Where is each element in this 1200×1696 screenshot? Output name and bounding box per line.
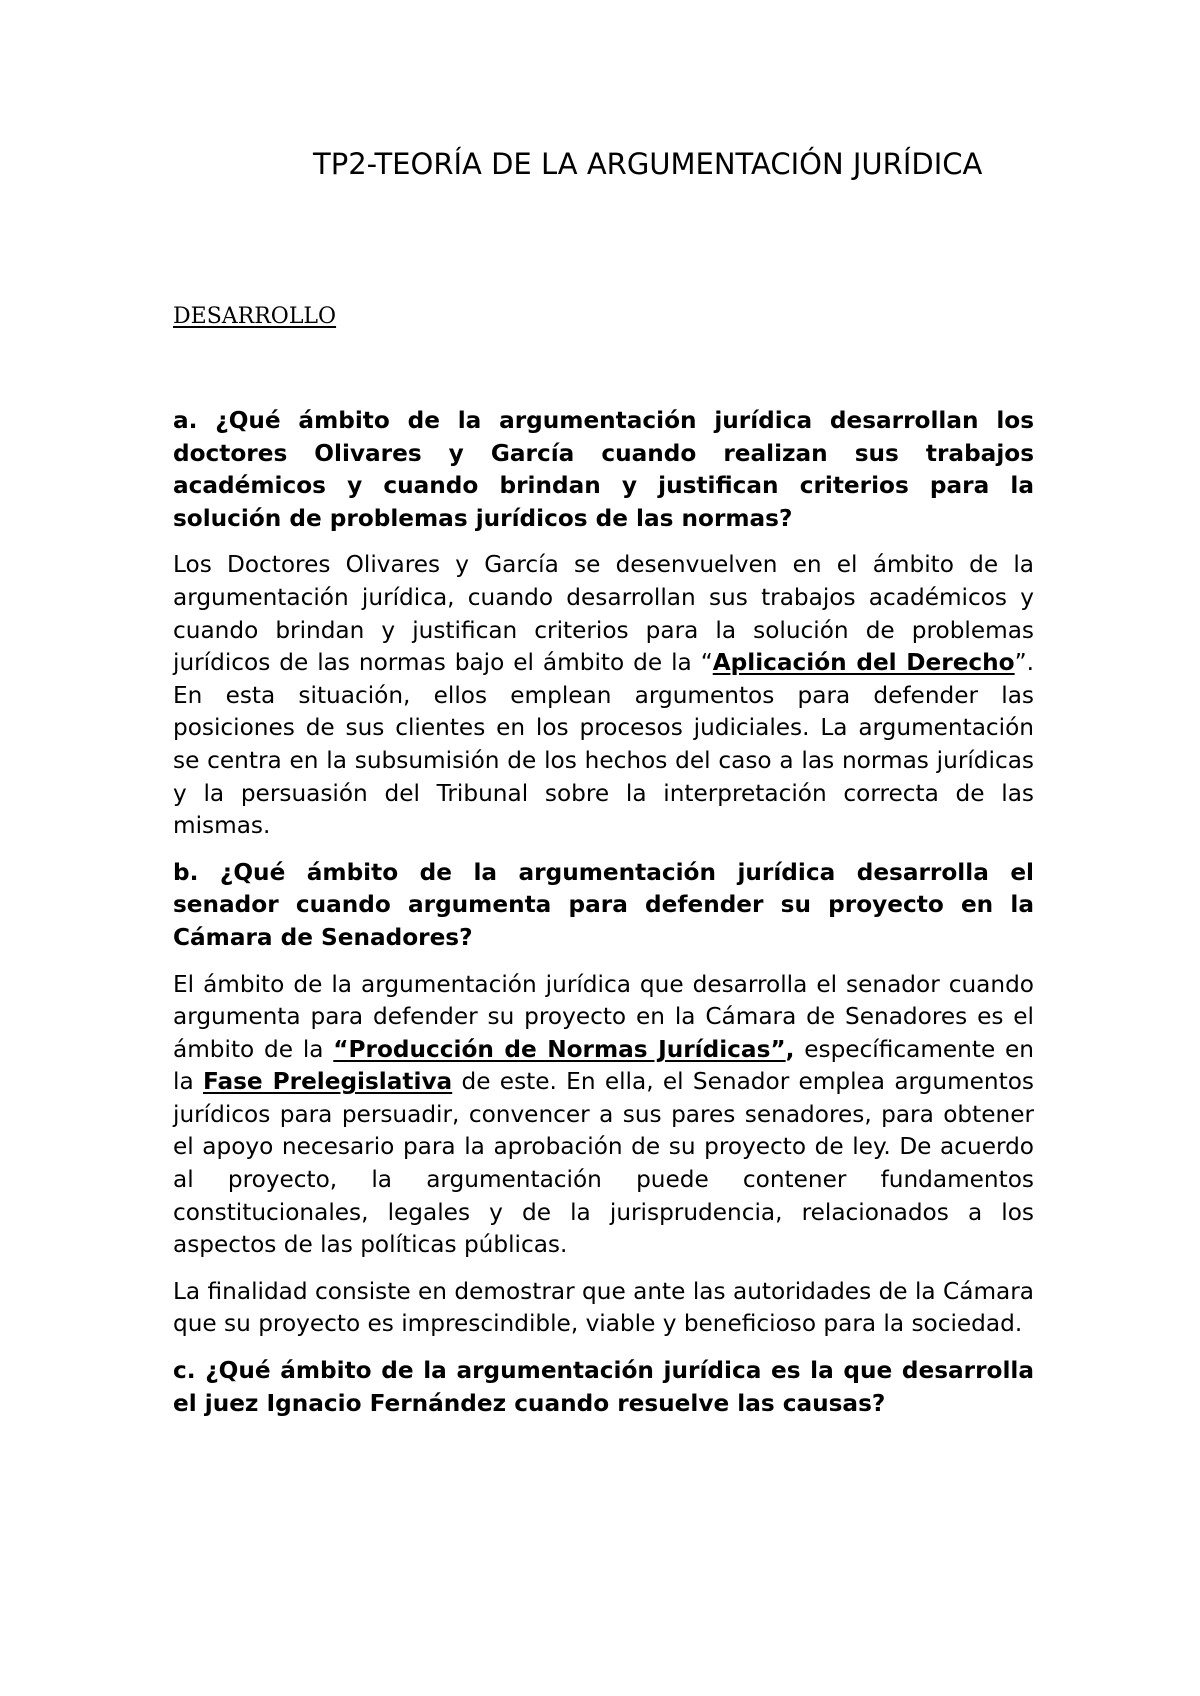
answer-b-emphasis-1: “Producción de Normas Jurídicas” xyxy=(333,1035,786,1063)
answer-b-text-3: de este. En ella, el Senador emplea argumentos jurídicos para persuadir, convencer a sus pares senadores, para obtener el apoyo necesario para la aprobación de su proyecto de ley. De acuerdo al proyecto, la argumentación puede contener fundamentos constitucionales, legales y de la jurisprudencia, relacionados a los aspectos de las políticas públicas. xyxy=(173,1068,1034,1259)
answer-a-emphasis: Aplicación del Derecho xyxy=(712,649,1015,677)
question-b: b. ¿Qué ámbito de la argumentación jurídica desarrolla el senador cuando argumenta para defender su proyecto en la Cámara de Senadores? xyxy=(173,858,1034,951)
answer-b-paragraph xyxy=(173,969,1034,1262)
answer-b-paragraph-2: La finalidad consiste en demostrar que ante las autoridades de la Cámara que su proyecto es imprescindible, viable y beneficioso para la sociedad. xyxy=(173,1277,1034,1338)
answer-a-quote-close: ” xyxy=(1014,649,1027,677)
answer-a-text-1: Los Doctores Olivares y García se desenvuelven en el ámbito de la argumentación jurídica, cuando desarrollan sus trabajos académicos y cuando brindan y justifican criterios para la solución de problemas jurídicos de las normas bajo el ámbito de la xyxy=(173,551,1034,677)
answer-b-text-2: específicamente en la xyxy=(173,1035,1034,1096)
answer-a-quote-open: “ xyxy=(700,649,713,677)
question-a: a. ¿Qué ámbito de la argumentación jurídica desarrollan los doctores Olivares y García cuando realizan sus trabajos académicos y cuando brindan y justifican criterios para la solución de problemas jurídicos de las normas? xyxy=(173,407,1034,532)
document-title: TP2-TEORÍA DE LA ARGUMENTACIÓN JURÍDICA xyxy=(313,147,983,181)
answer-b-emphasis-2: Fase Prelegislativa xyxy=(202,1068,453,1096)
answer-b-comma: , xyxy=(785,1035,795,1063)
answer-a-text-2: . En esta situación, ellos emplean argumentos para defender las posiciones de sus clientes en los procesos judiciales. La argumentación se centra en la subsumisión de los hechos del caso a las normas jurídicas y la persuasión del Tribunal sobre la interpretación correcta de las mismas. xyxy=(173,649,1034,840)
question-c: c. ¿Qué ámbito de la argumentación jurídica es la que desarrolla el juez Ignacio Fernández cuando resuelve las causas? xyxy=(173,1357,1034,1417)
document-body xyxy=(173,405,1034,1420)
answer-a-paragraph xyxy=(173,549,1034,842)
answer-b-text-1: El ámbito de la argumentación jurídica que desarrolla el senador cuando argumenta para defender su proyecto en la Cámara de Senadores es el ámbito de la xyxy=(173,970,1034,1063)
section-heading: DESARROLLO xyxy=(173,304,337,329)
